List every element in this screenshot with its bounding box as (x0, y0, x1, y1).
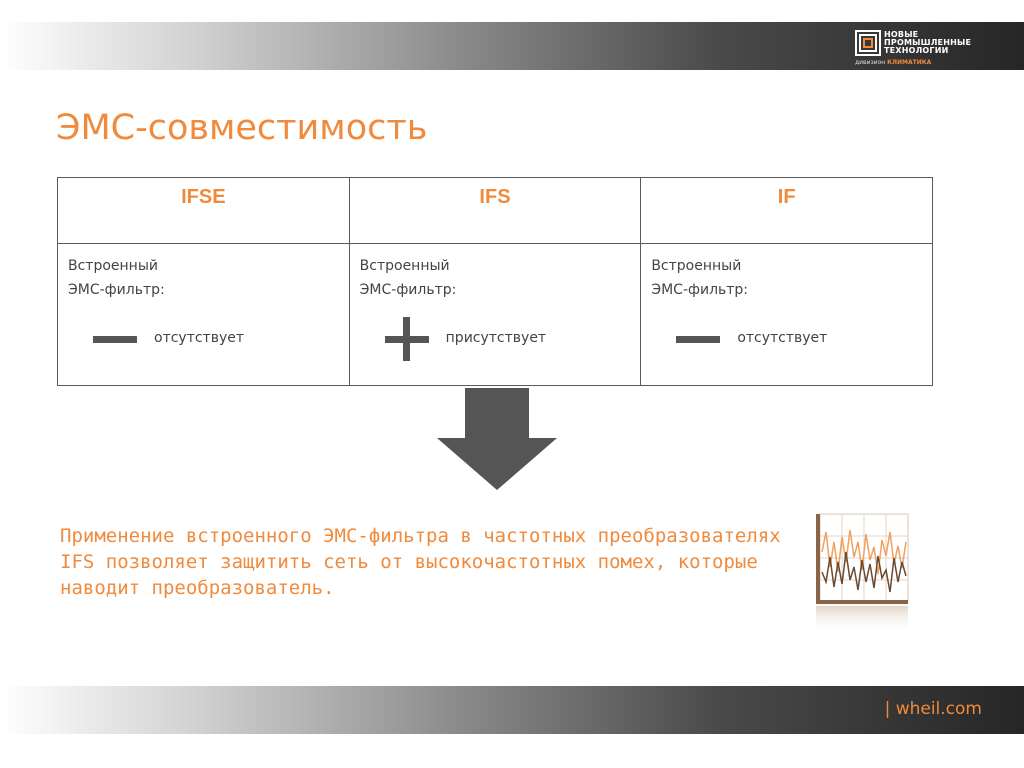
minus-icon (676, 317, 720, 361)
cell-label: ЭМС-фильтр: (68, 282, 165, 299)
page-title: ЭМС-совместимость (56, 108, 428, 148)
column-header: IFS (349, 178, 641, 244)
logo-text (884, 31, 971, 55)
cell-label: Встроенный (651, 258, 742, 275)
logo-mark-icon (855, 30, 881, 56)
column-header: IFSE (58, 178, 350, 244)
table-cell (641, 244, 933, 386)
bottom-banner (0, 686, 1024, 734)
cell-label: ЭМС-фильтр: (651, 282, 749, 299)
cell-label: Встроенный (68, 258, 158, 275)
filter-status: присутствует (445, 330, 547, 347)
table-cell (58, 244, 350, 386)
logo-line: ПРОМЫШЛЕННЫЕ (884, 38, 972, 47)
company-logo[interactable] (855, 28, 1005, 68)
table-header-row (58, 178, 933, 244)
ems-comparison-table (57, 177, 933, 386)
cell-label: Встроенный (359, 258, 450, 275)
division-name: КЛИМАТИКА (887, 59, 932, 66)
table-row (58, 244, 933, 386)
division-prefix: дивизион (855, 59, 886, 66)
logo-division (855, 59, 931, 66)
column-header: IF (641, 178, 933, 244)
logo-line: ТЕХНОЛОГИИ (884, 46, 949, 55)
website-link[interactable]: | wheil.com (884, 699, 982, 719)
logo-line: НОВЫЕ (884, 30, 919, 39)
filter-status: отсутствует (154, 330, 245, 347)
down-arrow-icon (437, 388, 557, 490)
signal-chart-icon (816, 512, 912, 636)
description-text: Применение встроенного ЭМС-фильтра в частотных преобразователях IFS позволяет защитить сеть от высокочастотных помех, которые наводит преобразователь. (60, 525, 781, 599)
minus-icon (93, 317, 137, 361)
cell-label: ЭМС-фильтр: (359, 282, 457, 299)
table-cell (349, 244, 641, 386)
filter-status: отсутствует (737, 330, 828, 347)
plus-icon (385, 317, 429, 361)
